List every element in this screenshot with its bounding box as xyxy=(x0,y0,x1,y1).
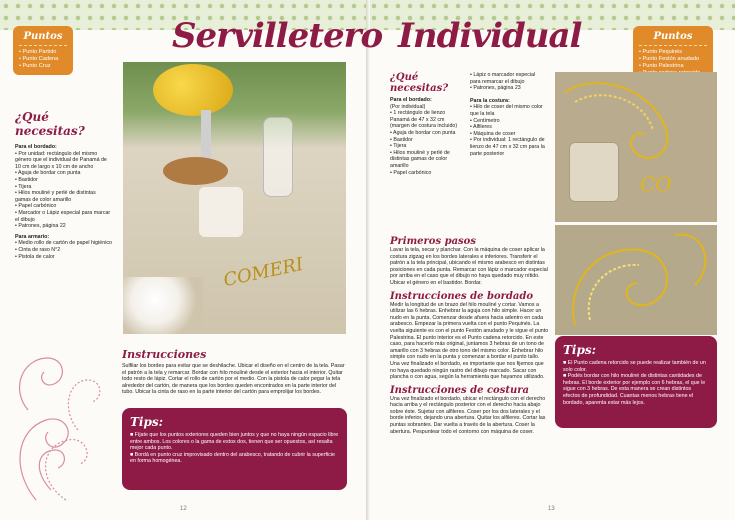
list-item: • Hilo de coser del mismo color que la tela xyxy=(470,104,546,117)
list-item: • Papel carbónico xyxy=(390,170,464,177)
tag-item: • Punto Festón anudado xyxy=(639,56,707,63)
tip-text: ■ Bordá en punto cruz improvisado dentro del arabesco, tratando de cubrir la superficie en forma homogénea. xyxy=(130,452,339,465)
tip-text: ■ Fíjate que los puntos exteriores queden bien juntos y que no haya ningún espacio libre entre ambos. Los colores o la gama de estos dos, tienen que ser opuestos, así resalta mejor cada punto. xyxy=(130,432,339,452)
white-flowers xyxy=(123,277,203,334)
subheading: Para armario: xyxy=(15,233,50,240)
list-item: • Marcador o Lápiz especial para marcar el dibujo xyxy=(15,210,113,223)
napkin-ring-closeup-photo xyxy=(555,72,717,222)
embroidery-instructions-heading: Instrucciones de bordado xyxy=(390,290,534,302)
napkin-ring-photo xyxy=(123,62,346,334)
list-item: • Aguja de bordar con punta xyxy=(15,170,113,177)
page-number: 13 xyxy=(548,506,555,512)
first-steps-text: Lavar la tela, secar y planchar. Con la máquina de coser aplicar la costura zigzag en los bordes laterales e inferiores. Transferir el patrón a la tela principal, ubicando el mismo arabesco en distintas posiciones en cada punta. Remarcar con lápiz o marcador especial por arriba en el caso que el dibujo no haya quedado muy nítido. Ubicar el género en el bastidor. Bordar. xyxy=(390,247,548,286)
page-number: 12 xyxy=(180,506,187,512)
list-item: • Por individual: 1 rectángulo de lienzo de 47 cm x 32 cm para la parte posterior xyxy=(470,137,546,157)
instructions-right xyxy=(390,236,550,435)
tips-box-right xyxy=(555,336,717,428)
first-steps-heading: Primeros pasos xyxy=(390,236,476,247)
tag-title: Puntos xyxy=(23,31,63,42)
instructions-heading: Instrucciones xyxy=(122,348,207,361)
list-item: • Hilos mouliné y perlé de distintas gamas de color amarillo xyxy=(390,150,464,170)
list-item: • Papel carbónico xyxy=(15,203,113,210)
needs-heading: ¿Qué necesitas? xyxy=(390,72,449,94)
napkin-ring xyxy=(199,187,243,237)
tips-heading: Tips: xyxy=(563,343,597,357)
page-title-right: Individual xyxy=(398,16,582,56)
embroidered-word: COMERI xyxy=(221,253,306,292)
sewing-instructions-heading: Instrucciones de costura xyxy=(390,384,529,396)
list-item: • Cinta de raso N°2 xyxy=(15,247,113,254)
tag-title: Puntos xyxy=(653,31,693,42)
tips-heading: Tips: xyxy=(130,415,164,429)
list-item: • Tijera xyxy=(390,143,464,150)
instructions-left xyxy=(122,348,347,396)
list-item: • Por unidad: rectángulo del mismo género que el individual de Panamá de 10 cm de largo x 10 cm de ancho xyxy=(15,151,113,171)
list-item: • Alfileres xyxy=(470,124,546,131)
tips-box-left xyxy=(122,408,347,490)
tag-item: • Punto Partido xyxy=(19,49,67,56)
individual-label: (Por individual) xyxy=(390,103,426,110)
list-item: • Pistola de calor xyxy=(15,254,113,261)
list-item: • 1 rectángulo de lienzo Panamá de 47 x 32 cm (margen de costura incluido) xyxy=(390,110,464,130)
list-item: • Patrones, página 23 xyxy=(470,85,546,92)
embroidery-detail-photo xyxy=(555,225,717,335)
list-item: • Hilos mouliné y perlé de distintas gamas de color amarillo xyxy=(15,190,113,203)
subheading: Para el bordado: xyxy=(390,97,432,103)
subheading: Para el bordado: xyxy=(15,144,57,150)
materials-right-col2 xyxy=(470,72,546,157)
materials-right-col1 xyxy=(390,72,464,176)
tag-item: • Punto Cruz xyxy=(19,63,67,70)
sewing-instructions-text: Una vez finalizado el bordado, ubicar el rectángulo con el derecho hacia arriba y el rectángulo posterior con el derecho hacia abajo sobre éste. Sujetar con alfileres. Coser por los dos laterales y el borde inferior, dejando una abertura. Quitar los alfileres. Cortar las puntas sobrantes. Dar vuelta a través de la abertura. Coser la abertura. Pespuntear todo el contorno con máquina de coser. xyxy=(390,395,546,435)
tag-item: • Punto Cadena xyxy=(19,56,67,63)
lemon-bowl xyxy=(153,64,233,116)
tip-text: ■ Podés bordar con hilo mouliné de distintas cantidades de hebras. El borde exterior por ejemplo con 6 hebras, el que le sigue con 3 hebras. De esta manera se crean distintos efectos de profundidad. Cuantas menos hebras tiene el bordado, aparenta estar más lejos. xyxy=(563,373,709,406)
list-item: • Bastidor xyxy=(15,177,113,184)
materials-left xyxy=(15,110,113,260)
embroidered-word: CO xyxy=(640,172,672,196)
needs-heading: ¿Qué necesitas? xyxy=(15,110,85,138)
wooden-spoons xyxy=(163,157,228,185)
page-gutter xyxy=(366,0,370,520)
instructions-text: Sulfilar los bordes para evitar que se deshilache. Ubicar el diseño en el centro de la tela. Pasar el patrón a la tela y remarcar. Bordar con hilo mouliné desde el exterior hacia el interior. Quitar todo resto de lápiz. Cortar el rollo de cartón por el medio. Con la pistola de calor pegar la tela alrededor del cartón, de manera que los bordes queden encontrados en la parte interior del tubo. Ubicar la cinta de raso en la parte interior del cartón para emprolijar los bordes. xyxy=(122,363,345,396)
stitches-tag-left xyxy=(13,26,73,75)
tag-item: • Punto Pequinés xyxy=(639,49,707,56)
subheading: Para la costura: xyxy=(470,97,510,104)
list-item: • Aguja de bordar con punta xyxy=(390,130,464,137)
list-item: • Máquina de coser xyxy=(470,131,546,138)
page-title-left: Servilletero xyxy=(172,16,383,56)
list-item: • Bastidor xyxy=(390,137,464,144)
tip-text: ■ El Punto cadena retorcido se puede realizar también de un solo color. xyxy=(563,360,709,373)
list-item: • Tijera xyxy=(15,184,113,191)
list-item: • Medio rollo de cartón de papel higiénico xyxy=(15,240,113,247)
list-item: • Centímetro xyxy=(470,118,546,125)
paisley-detail-icon xyxy=(555,225,717,335)
embroidery-instructions-text: Medir la longitud de un brazo del hilo mouliné y cortar. Vamos a utilizar las 6 hebras. Enhebrar la aguja con hilo simple. Hacer un nudo en la punta. Comenzar desde afuera hacia adentro en cada arabesco. Empezar la primera vuelta con el punto Pequinés. La vuelta siguiente es con el punto Festón anudado y le sigue el punto Palestrina. El punto interior es el Punto cadena retorcido. En este caso, para hacerlo más original, juntamos 3 hebras de un tono de amarillo con 3 hebras de otro tono del mismo color. Enhebrar hilo simple con nudo en la punta y comenzar a bordar el punto tallo. Una vez finalizado el bordado, es importante que nos fijemos que no haya quedado ningún rastro del dibujo marcado. Sacar con plancha o con agua, según la herramienta que hayamos utilizado. xyxy=(390,301,549,381)
glass xyxy=(263,117,293,197)
paisley-pattern-icon xyxy=(6,340,106,510)
list-item: • Patrones, página 22 xyxy=(15,223,113,230)
tag-item: • Punto Palestrina xyxy=(639,63,707,70)
list-item: • Lápiz o marcador especial para remarcar el dibujo xyxy=(470,72,546,85)
napkin-ring-closeup xyxy=(569,142,619,202)
